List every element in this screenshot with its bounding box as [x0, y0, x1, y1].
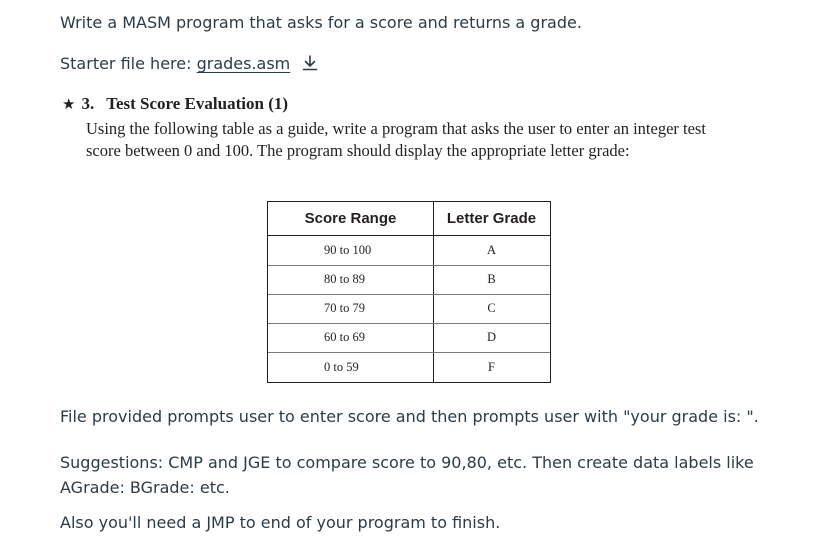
- starter-label: Starter file here:: [60, 54, 197, 73]
- suggestions-line: AGrade: BGrade: etc.: [60, 478, 230, 497]
- suggestions-paragraph: [60, 450, 760, 500]
- starter-line: [60, 54, 318, 75]
- intro-text: Write a MASM program that asks for a score and returns a grade.: [60, 13, 582, 32]
- letter-grade-cell: F: [488, 360, 495, 374]
- download-icon[interactable]: [302, 55, 318, 75]
- suggestions-line: Suggestions: CMP and JGE to compare score to 90,80, etc. Then create data labels like: [60, 453, 754, 472]
- grade-table: [267, 201, 551, 383]
- exercise-body-line: Using the following table as a guide, write a program that asks the user to enter an integer test: [86, 119, 706, 138]
- jmp-paragraph: Also you'll need a JMP to end of your program to finish.: [60, 513, 501, 532]
- header-letter-grade: Letter Grade: [446, 210, 537, 227]
- score-range-cell: 80 to 89: [324, 272, 365, 286]
- letter-grade-cell: A: [486, 243, 497, 257]
- score-range-cell: 70 to 79: [324, 301, 365, 315]
- header-score-range: Score Range: [304, 210, 397, 227]
- star-icon: ★: [62, 97, 76, 113]
- exercise-body-line: score between 0 and 100. The program should display the appropriate letter grade:: [86, 141, 630, 160]
- letter-grade-cell: C: [487, 301, 496, 315]
- exercise-number: 3.: [81, 94, 95, 113]
- letter-grade-cell: D: [486, 330, 497, 344]
- score-range-cell: 60 to 69: [324, 330, 365, 344]
- letter-grade-cell: B: [487, 272, 496, 286]
- exercise-title: Test Score Evaluation (1): [106, 94, 289, 113]
- exercise-heading: [62, 94, 288, 114]
- score-range-cell: 90 to 100: [324, 243, 372, 257]
- exercise-body: [86, 118, 766, 162]
- score-range-cell: 0 to 59: [324, 360, 359, 374]
- grades-asm-link[interactable]: grades.asm: [196, 54, 291, 73]
- provided-file-paragraph: File provided prompts user to enter score and then prompts user with "your grade is: ".: [60, 407, 759, 426]
